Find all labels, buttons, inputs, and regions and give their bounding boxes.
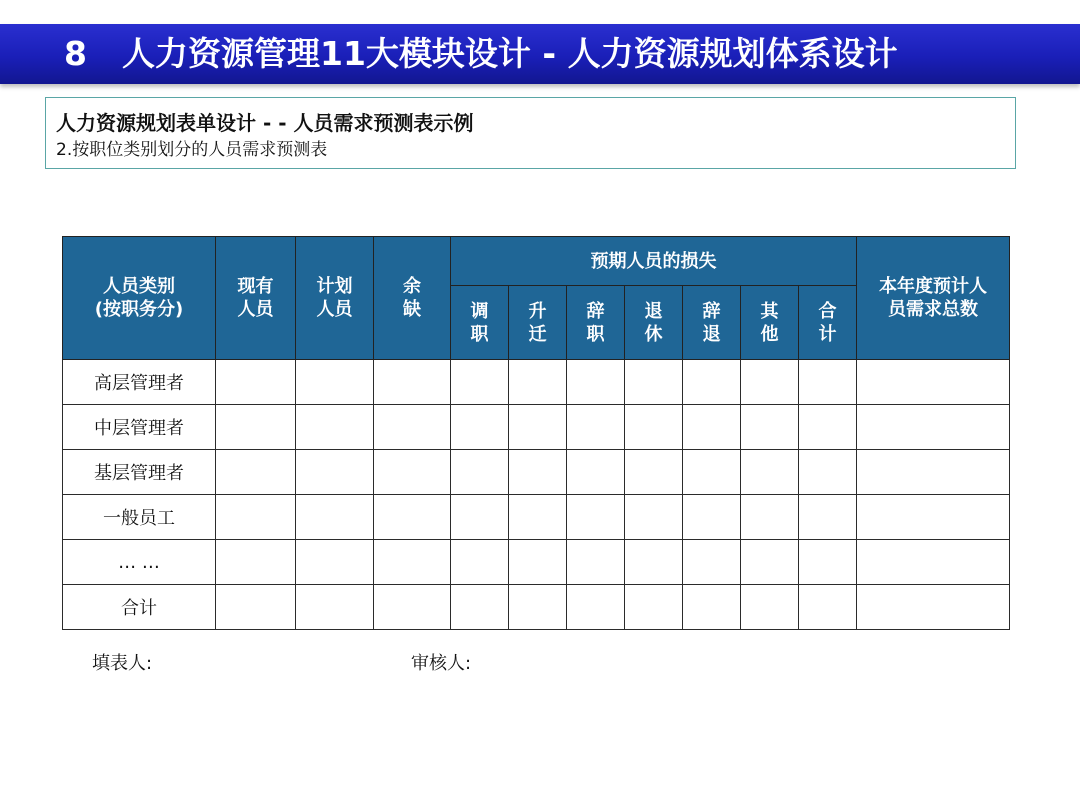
table-cell [509,405,567,450]
reviewer-label: 审核人: [411,653,472,674]
table-row [63,450,1010,495]
table-cell [741,405,799,450]
header-loss-dismissal [683,286,741,360]
table-cell [741,360,799,405]
table-cell [625,405,683,450]
row-label: 高层管理者 [63,360,216,405]
table-cell [741,585,799,630]
header-current [216,237,296,360]
table-cell [567,450,625,495]
header-loss-subtotal-line2: 计 [818,323,837,345]
title-bar [0,24,1080,84]
row-label: 基层管理者 [63,450,216,495]
header-planned-line1: 计划 [316,276,353,297]
header-total-demand [857,237,1010,360]
table-cell [567,405,625,450]
table-cell [799,585,857,630]
table-row [63,540,1010,585]
table-cell [567,540,625,585]
table-cell [374,360,451,405]
header-loss-resignation-line1: 辞 [586,300,605,322]
table-cell [374,495,451,540]
table-cell [857,360,1010,405]
row-label: 合计 [63,585,216,630]
header-planned-line2: 人员 [316,299,353,320]
header-loss-resignation [567,286,625,360]
filler-label: 填表人: [92,653,153,674]
table-cell [799,360,857,405]
table-cell [625,540,683,585]
header-loss-dismissal-line2: 退 [702,323,721,345]
slide-number: 8 [64,34,87,73]
table-cell [567,585,625,630]
header-loss-retirement-line2: 休 [644,323,663,345]
table-cell [799,495,857,540]
table-cell [799,450,857,495]
table-cell [741,540,799,585]
table-cell [374,450,451,495]
table-cell [296,360,374,405]
header-loss-subtotal-line1: 合 [818,300,837,322]
table-cell [296,495,374,540]
header-loss-retirement-line1: 退 [644,300,663,322]
row-label: 中层管理者 [63,405,216,450]
table-cell [625,495,683,540]
header-category [63,237,216,360]
table-cell [857,540,1010,585]
table-cell [683,495,741,540]
row-label: 一般员工 [63,495,216,540]
table-cell [451,450,509,495]
table-cell [451,540,509,585]
header-loss-other [741,286,799,360]
table-cell [625,450,683,495]
header-loss-other-line1: 其 [760,300,779,322]
header-loss-transfer [451,286,509,360]
info-box [45,97,1016,169]
table-cell [509,585,567,630]
table-cell [216,585,296,630]
header-total-demand-line2: 员需求总数 [888,299,979,320]
header-loss-promotion [509,286,567,360]
table-cell [374,585,451,630]
table-cell [451,360,509,405]
table-cell [857,585,1010,630]
table-cell [799,540,857,585]
table-cell [509,450,567,495]
table-cell [296,450,374,495]
table-row [63,360,1010,405]
table-row [63,495,1010,540]
table-cell [625,585,683,630]
table-cell [216,450,296,495]
table-cell [216,495,296,540]
header-surplus-line2: 缺 [403,299,421,320]
table-cell [683,585,741,630]
header-loss-transfer-line1: 调 [470,300,489,322]
table-cell [741,450,799,495]
header-loss-retirement [625,286,683,360]
table-cell [296,540,374,585]
header-loss-subtotal [799,286,857,360]
table-cell [683,360,741,405]
table-cell [625,360,683,405]
table-cell [683,450,741,495]
table-cell [857,450,1010,495]
table-cell [451,495,509,540]
table-cell [216,405,296,450]
table-cell [374,405,451,450]
header-surplus [374,237,451,360]
header-category-line2: (按职务分) [94,299,184,320]
table-cell [451,585,509,630]
table-cell [216,540,296,585]
demand-forecast-table [62,236,1010,630]
table-cell [509,495,567,540]
table-cell [741,495,799,540]
table-row [63,405,1010,450]
table-cell [296,405,374,450]
table-cell [216,360,296,405]
header-loss-resignation-line2: 职 [586,323,605,345]
header-loss-promotion-line1: 升 [528,300,547,322]
header-current-line2: 人员 [237,299,274,320]
header-loss-dismissal-line1: 辞 [702,300,721,322]
table-row [63,585,1010,630]
table-cell [567,360,625,405]
header-expected-loss: 预期人员的损失 [451,237,857,286]
table-cell [296,585,374,630]
table-cell [567,495,625,540]
table-cell [683,540,741,585]
header-category-line1: 人员类别 [103,276,175,297]
header-loss-promotion-line2: 迁 [528,323,547,345]
header-loss-transfer-line2: 职 [470,323,489,345]
table-cell [857,495,1010,540]
section-title: 人力资源规划表单设计 - - 人员需求预测表示例 [56,111,474,135]
table-cell [799,405,857,450]
table-cell [857,405,1010,450]
table-cell [509,360,567,405]
table-cell [451,405,509,450]
header-total-demand-line1: 本年度预计人 [879,276,988,297]
row-label: … … [63,540,216,585]
slide-title: 人力资源管理11大模块设计 - 人力资源规划体系设计 [122,34,898,73]
header-surplus-line1: 余 [403,276,421,297]
header-loss-other-line2: 他 [760,323,779,345]
table-cell [509,540,567,585]
table-cell [374,540,451,585]
section-subtitle: 2.按职位类别划分的人员需求预测表 [56,140,328,160]
table-cell [683,405,741,450]
header-current-line1: 现有 [237,276,274,297]
header-planned [296,237,374,360]
